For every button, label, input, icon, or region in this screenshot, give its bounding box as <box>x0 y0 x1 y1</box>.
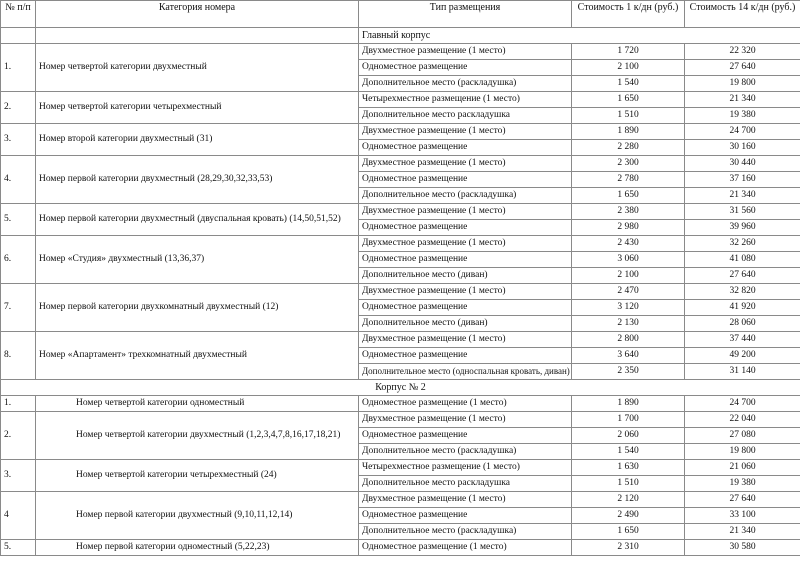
placement-type: Двухместное размещение (1 место) <box>359 236 572 252</box>
price-14-days: 22 040 <box>685 412 800 428</box>
header-row <box>1 1 800 28</box>
price-1-day: 3 120 <box>572 300 685 316</box>
header-category: Категория номера <box>36 1 359 28</box>
price-1-day: 2 780 <box>572 172 685 188</box>
price-1-day: 2 430 <box>572 236 685 252</box>
section-row <box>1 28 800 44</box>
price-1-day: 3 060 <box>572 252 685 268</box>
room-category: Номер первой категории двухместный (9,10,11,12,14) <box>36 492 359 540</box>
price-14-days: 19 800 <box>685 76 800 92</box>
header-placement: Тип размещения <box>359 1 572 28</box>
placement-type: Дополнительное место (раскладушка) <box>359 444 572 460</box>
price-14-days: 27 080 <box>685 428 800 444</box>
placement-type: Одноместное размещение <box>359 300 572 316</box>
room-category: Номер первой категории одноместный (5,22,23) <box>36 540 359 556</box>
row-number: 5. <box>1 204 36 236</box>
table-row <box>1 492 800 508</box>
price-1-day: 2 800 <box>572 332 685 348</box>
price-14-days: 24 700 <box>685 124 800 140</box>
price-14-days: 32 260 <box>685 236 800 252</box>
room-category: Номер четвертой категории двухместный (1,2,3,4,7,8,16,17,18,21) <box>36 412 359 460</box>
price-1-day: 1 890 <box>572 396 685 412</box>
placement-type: Одноместное размещение <box>359 172 572 188</box>
price-1-day: 1 540 <box>572 76 685 92</box>
price-14-days: 49 200 <box>685 348 800 364</box>
table-row <box>1 540 800 556</box>
room-category: Номер четвертой категории одноместный <box>36 396 359 412</box>
price-1-day: 2 120 <box>572 492 685 508</box>
price-1-day: 2 100 <box>572 60 685 76</box>
price-1-day: 2 380 <box>572 204 685 220</box>
price-14-days: 27 640 <box>685 492 800 508</box>
price-14-days: 30 160 <box>685 140 800 156</box>
price-14-days: 22 320 <box>685 44 800 60</box>
placement-type: Одноместное размещение (1 место) <box>359 540 572 556</box>
placement-type: Двухместное размещение (1 место) <box>359 156 572 172</box>
price-1-day: 1 650 <box>572 92 685 108</box>
price-14-days: 30 580 <box>685 540 800 556</box>
price-1-day: 2 130 <box>572 316 685 332</box>
placement-type: Дополнительное место раскладушка <box>359 108 572 124</box>
table-row <box>1 460 800 476</box>
placement-type: Дополнительное место (диван) <box>359 268 572 284</box>
placement-type: Двухместное размещение (1 место) <box>359 124 572 140</box>
row-number: 5. <box>1 540 36 556</box>
header-price-1-day: Стоимость 1 к/дн (руб.) <box>572 1 685 28</box>
price-14-days: 28 060 <box>685 316 800 332</box>
row-number: 3. <box>1 124 36 156</box>
table-row <box>1 44 800 60</box>
placement-type: Одноместное размещение <box>359 60 572 76</box>
table-row <box>1 204 800 220</box>
price-14-days: 32 820 <box>685 284 800 300</box>
price-14-days: 27 640 <box>685 268 800 284</box>
placement-type: Одноместное размещение <box>359 428 572 444</box>
placement-type: Одноместное размещение <box>359 252 572 268</box>
price-1-day: 2 310 <box>572 540 685 556</box>
price-14-days: 19 380 <box>685 476 800 492</box>
placement-type: Одноместное размещение (1 место) <box>359 396 572 412</box>
price-1-day: 2 470 <box>572 284 685 300</box>
placement-type: Четырехместное размещение (1 место) <box>359 92 572 108</box>
price-1-day: 1 720 <box>572 44 685 60</box>
price-14-days: 41 080 <box>685 252 800 268</box>
row-number: 6. <box>1 236 36 284</box>
placement-type: Двухместное размещение (1 место) <box>359 44 572 60</box>
placement-type: Дополнительное место раскладушка <box>359 476 572 492</box>
table-row <box>1 236 800 252</box>
price-14-days: 19 800 <box>685 444 800 460</box>
price-1-day: 1 650 <box>572 524 685 540</box>
section-blank-category <box>36 28 359 44</box>
row-number: 4 <box>1 492 36 540</box>
placement-type: Дополнительное место (раскладушка) <box>359 76 572 92</box>
price-1-day: 2 980 <box>572 220 685 236</box>
row-number: 8. <box>1 332 36 380</box>
placement-type: Одноместное размещение <box>359 348 572 364</box>
placement-type: Двухместное размещение (1 место) <box>359 332 572 348</box>
placement-type: Двухместное размещение (1 место) <box>359 412 572 428</box>
placement-type: Дополнительное место (односпальная кровать, диван) <box>359 364 572 380</box>
table-row <box>1 92 800 108</box>
price-14-days: 27 640 <box>685 60 800 76</box>
price-14-days: 33 100 <box>685 508 800 524</box>
placement-type: Одноместное размещение <box>359 220 572 236</box>
price-1-day: 2 100 <box>572 268 685 284</box>
room-category: Номер четвертой категории четырехместный (24) <box>36 460 359 492</box>
placement-type: Двухместное размещение (1 место) <box>359 204 572 220</box>
row-number: 4. <box>1 156 36 204</box>
placement-type: Одноместное размещение <box>359 140 572 156</box>
price-1-day: 1 540 <box>572 444 685 460</box>
price-14-days: 31 560 <box>685 204 800 220</box>
room-category: Номер четвертой категории четырехместный <box>36 92 359 124</box>
price-14-days: 24 700 <box>685 396 800 412</box>
price-14-days: 37 160 <box>685 172 800 188</box>
room-category: Номер «Апартамент» трехкомнатный двухместный <box>36 332 359 380</box>
price-1-day: 1 650 <box>572 188 685 204</box>
table-row <box>1 284 800 300</box>
row-number: 1. <box>1 44 36 92</box>
price-14-days: 30 440 <box>685 156 800 172</box>
section-title: Главный корпус <box>359 28 800 44</box>
table-body <box>1 28 800 556</box>
price-14-days: 21 340 <box>685 188 800 204</box>
price-14-days: 21 340 <box>685 92 800 108</box>
price-1-day: 1 630 <box>572 460 685 476</box>
row-number: 3. <box>1 460 36 492</box>
header-num: № п/п <box>1 1 36 28</box>
price-14-days: 37 440 <box>685 332 800 348</box>
row-number: 1. <box>1 396 36 412</box>
room-category: Номер четвертой категории двухместный <box>36 44 359 92</box>
price-14-days: 31 140 <box>685 364 800 380</box>
price-1-day: 3 640 <box>572 348 685 364</box>
section-row <box>1 380 800 396</box>
placement-type: Двухместное размещение (1 место) <box>359 284 572 300</box>
price-1-day: 2 060 <box>572 428 685 444</box>
room-category: Номер первой категории двухместный (двуспальная кровать) (14,50,51,52) <box>36 204 359 236</box>
placement-type: Дополнительное место (диван) <box>359 316 572 332</box>
placement-type: Дополнительное место (раскладушка) <box>359 524 572 540</box>
row-number: 2. <box>1 92 36 124</box>
placement-type: Четырехместное размещение (1 место) <box>359 460 572 476</box>
room-category: Номер «Студия» двухместный (13,36,37) <box>36 236 359 284</box>
table-row <box>1 156 800 172</box>
placement-type: Двухместное размещение (1 место) <box>359 492 572 508</box>
header-price-14-days: Стоимость 14 к/дн (руб.) <box>685 1 800 28</box>
placement-type: Одноместное размещение <box>359 508 572 524</box>
price-1-day: 2 490 <box>572 508 685 524</box>
table-row <box>1 124 800 140</box>
table-row <box>1 396 800 412</box>
table-row <box>1 412 800 428</box>
section-title: Корпус № 2 <box>1 380 800 396</box>
section-blank-num <box>1 28 36 44</box>
price-1-day: 2 300 <box>572 156 685 172</box>
room-category: Номер первой категории двухкомнатный двухместный (12) <box>36 284 359 332</box>
price-14-days: 21 060 <box>685 460 800 476</box>
price-14-days: 41 920 <box>685 300 800 316</box>
room-category: Номер второй категории двухместный (31) <box>36 124 359 156</box>
price-14-days: 19 380 <box>685 108 800 124</box>
price-14-days: 39 960 <box>685 220 800 236</box>
price-1-day: 1 700 <box>572 412 685 428</box>
price-14-days: 21 340 <box>685 524 800 540</box>
row-number: 2. <box>1 412 36 460</box>
price-1-day: 1 890 <box>572 124 685 140</box>
room-category: Номер первой категории двухместный (28,29,30,32,33,53) <box>36 156 359 204</box>
price-1-day: 1 510 <box>572 108 685 124</box>
placement-type: Дополнительное место (раскладушка) <box>359 188 572 204</box>
price-1-day: 1 510 <box>572 476 685 492</box>
row-number: 7. <box>1 284 36 332</box>
table-row <box>1 332 800 348</box>
price-1-day: 2 350 <box>572 364 685 380</box>
price-1-day: 2 280 <box>572 140 685 156</box>
